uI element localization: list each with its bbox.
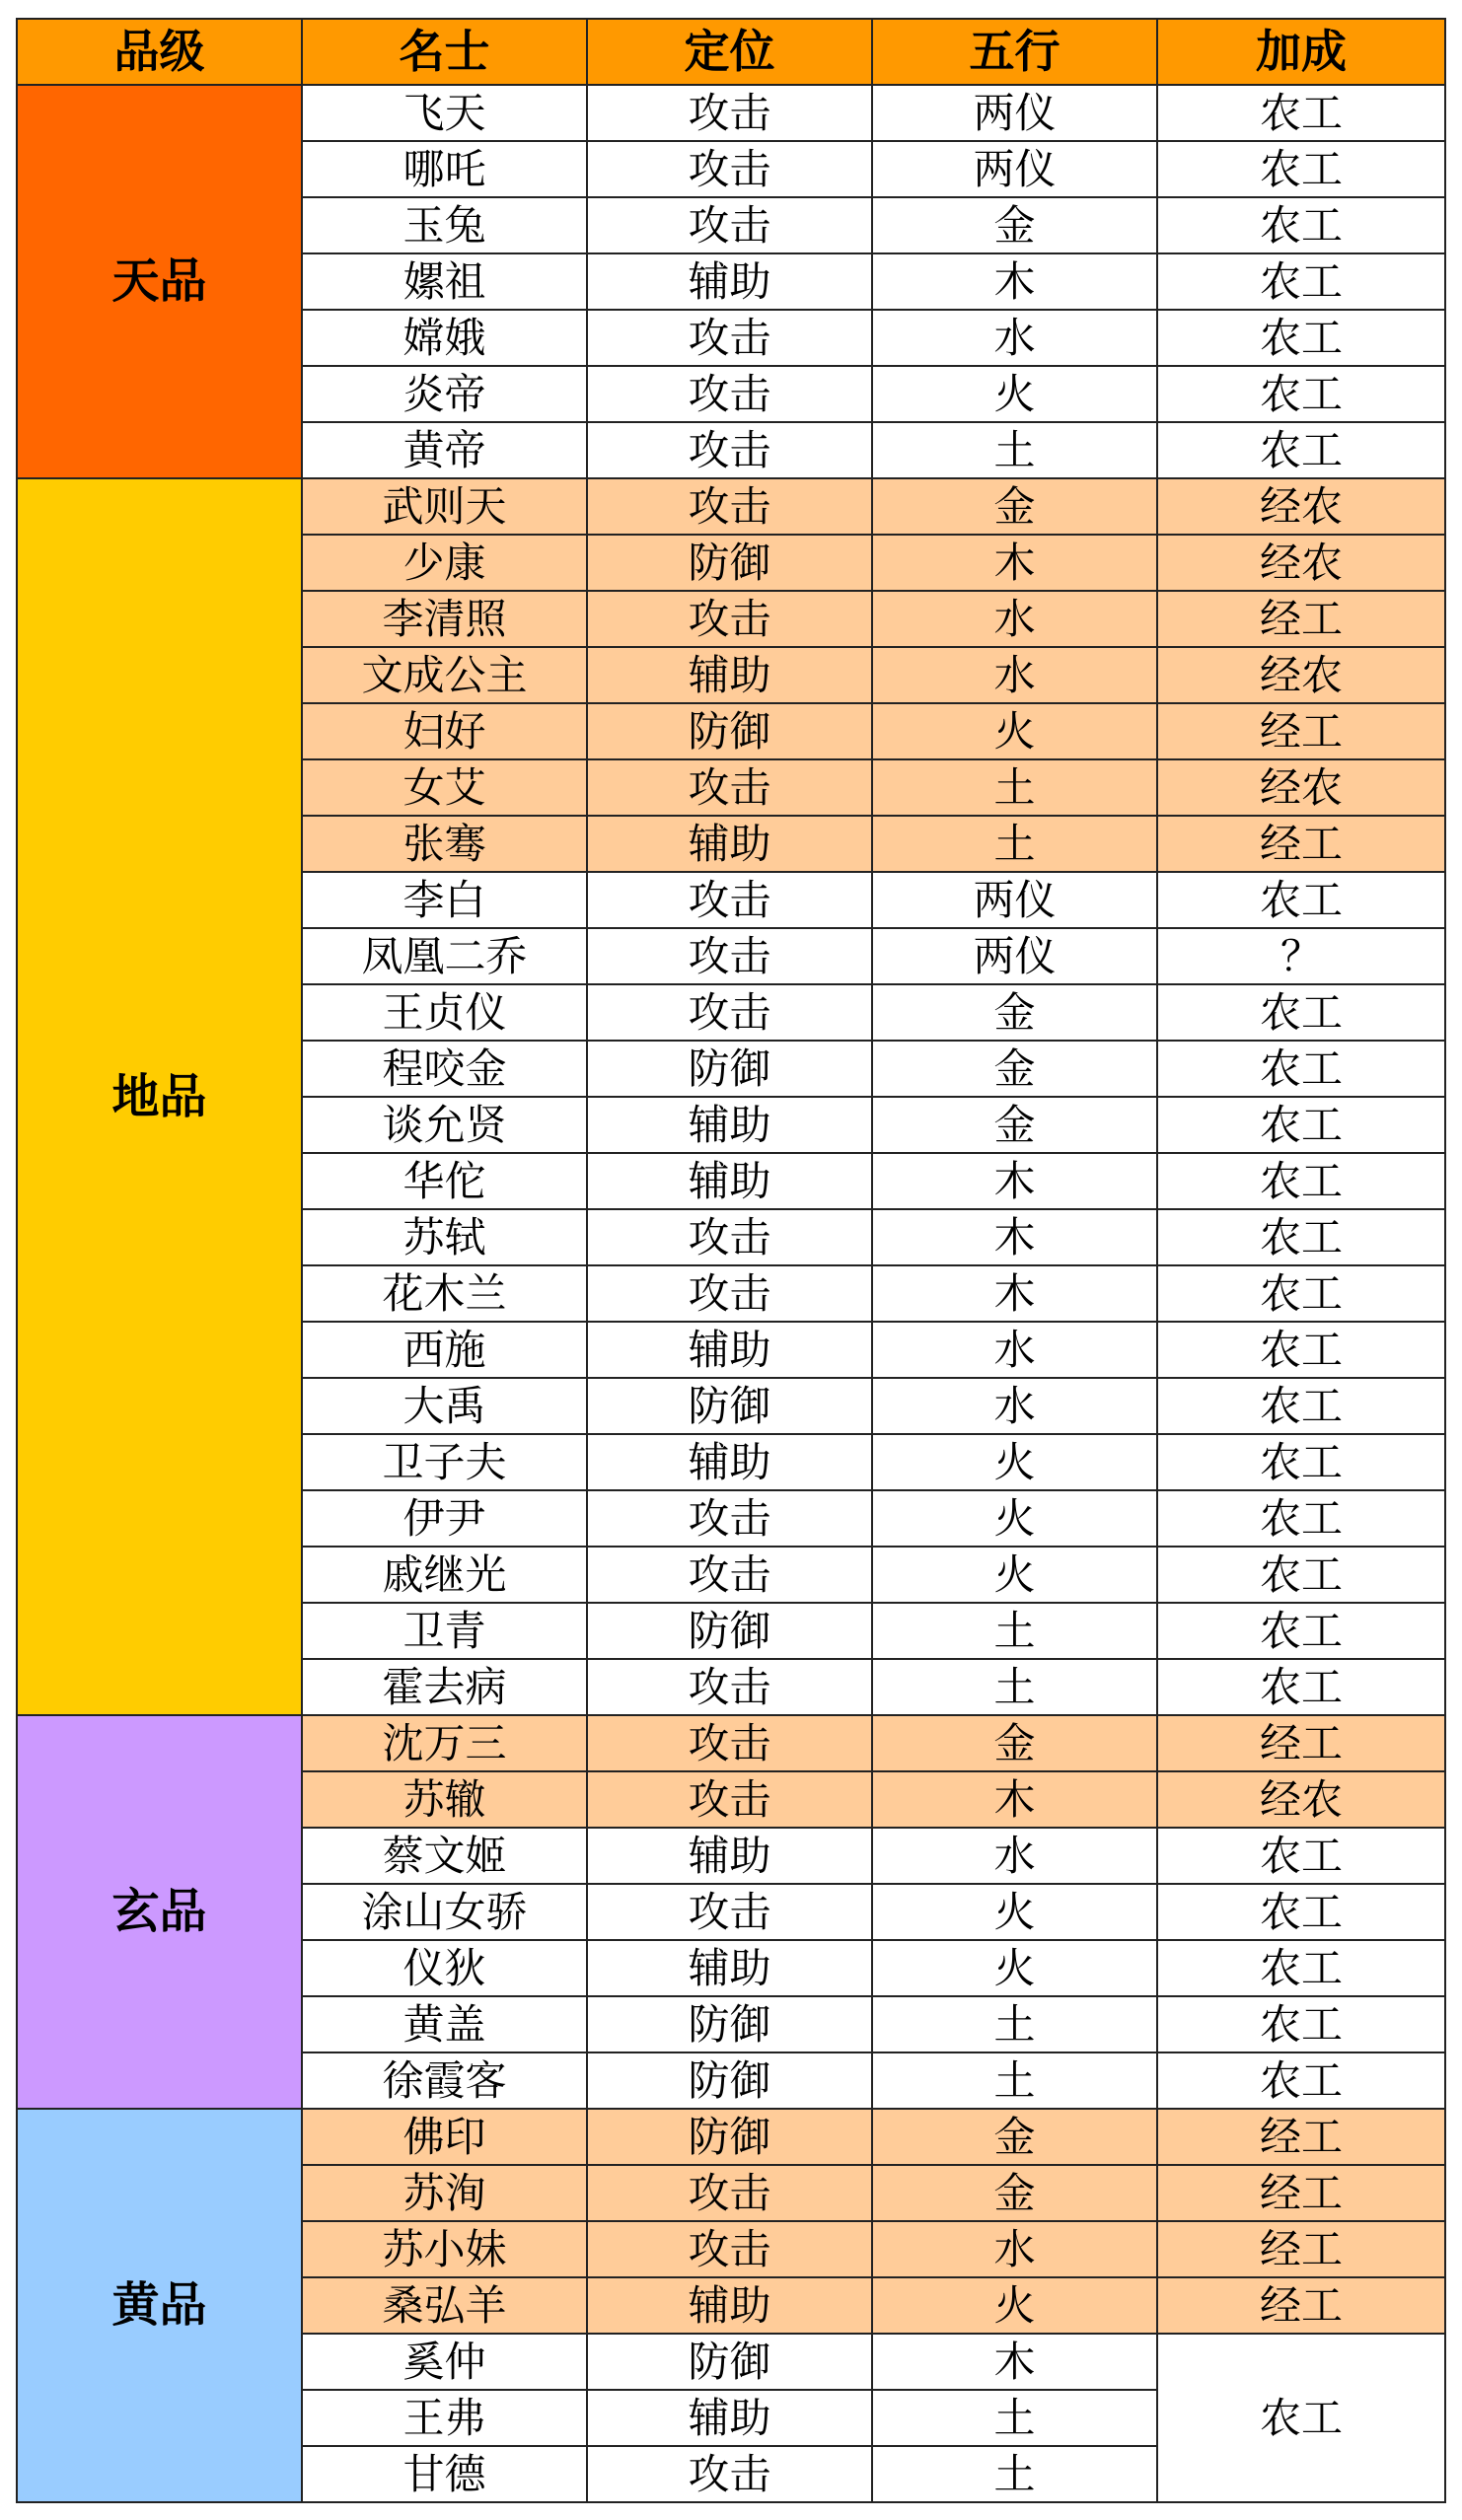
- name-cell: 卫子夫: [302, 1434, 587, 1490]
- table-header: [17, 19, 1445, 85]
- role-cell: 防御: [587, 1996, 872, 2052]
- role-cell: 辅助: [587, 816, 872, 872]
- bonus-cell: 农工: [1157, 1097, 1445, 1153]
- element-cell: 火: [872, 1434, 1157, 1490]
- role-cell: 攻击: [587, 478, 872, 535]
- role-cell: 攻击: [587, 310, 872, 366]
- element-cell: 金: [872, 984, 1157, 1041]
- name-cell: 王弗: [302, 2390, 587, 2446]
- element-cell: 土: [872, 759, 1157, 816]
- role-cell: 攻击: [587, 2221, 872, 2277]
- element-cell: 金: [872, 2109, 1157, 2165]
- name-cell: 华佗: [302, 1153, 587, 1209]
- bonus-cell: 经工: [1157, 703, 1445, 759]
- bonus-cell: 农工: [1157, 1322, 1445, 1378]
- element-cell: 木: [872, 1771, 1157, 1828]
- element-cell: 火: [872, 1490, 1157, 1547]
- role-cell: 攻击: [587, 1884, 872, 1940]
- element-cell: 火: [872, 1940, 1157, 1996]
- element-cell: 金: [872, 1041, 1157, 1097]
- role-cell: 辅助: [587, 1097, 872, 1153]
- element-cell: 木: [872, 1265, 1157, 1322]
- bonus-cell: 经工: [1157, 2221, 1445, 2277]
- bonus-cell: 农工: [1157, 1265, 1445, 1322]
- role-cell: 攻击: [587, 1715, 872, 1771]
- bonus-cell: 农工: [1157, 197, 1445, 253]
- table-row: [17, 85, 1445, 141]
- name-cell: 奚仲: [302, 2334, 587, 2390]
- element-cell: 火: [872, 703, 1157, 759]
- element-cell: 土: [872, 2390, 1157, 2446]
- name-cell: 佛印: [302, 2109, 587, 2165]
- bonus-cell: 经工: [1157, 2165, 1445, 2221]
- bonus-cell: 农工: [1157, 1378, 1445, 1434]
- element-cell: 土: [872, 2446, 1157, 2502]
- name-cell: 程咬金: [302, 1041, 587, 1097]
- name-cell: 戚继光: [302, 1547, 587, 1603]
- element-cell: 火: [872, 2277, 1157, 2334]
- element-cell: 火: [872, 366, 1157, 422]
- table-body: [17, 85, 1445, 2502]
- role-cell: 防御: [587, 535, 872, 591]
- element-cell: 土: [872, 1659, 1157, 1715]
- element-cell: 金: [872, 1715, 1157, 1771]
- name-cell: 张骞: [302, 816, 587, 872]
- role-cell: 攻击: [587, 872, 872, 928]
- header-role: 定位: [587, 19, 872, 85]
- role-cell: 攻击: [587, 1659, 872, 1715]
- element-cell: 木: [872, 253, 1157, 310]
- element-cell: 土: [872, 1996, 1157, 2052]
- name-cell: 仪狄: [302, 1940, 587, 1996]
- bonus-cell: 农工: [1157, 1884, 1445, 1940]
- bonus-cell: 农工: [1157, 1659, 1445, 1715]
- bonus-cell: 经工: [1157, 816, 1445, 872]
- element-cell: 木: [872, 2334, 1157, 2390]
- name-cell: 王贞仪: [302, 984, 587, 1041]
- bonus-cell: 农工: [1157, 1940, 1445, 1996]
- element-cell: 水: [872, 1322, 1157, 1378]
- bonus-cell: 农工: [1157, 422, 1445, 478]
- role-cell: 辅助: [587, 2277, 872, 2334]
- element-cell: 水: [872, 310, 1157, 366]
- bonus-cell: 经工: [1157, 1715, 1445, 1771]
- element-cell: 水: [872, 1378, 1157, 1434]
- bonus-cell: 经农: [1157, 1771, 1445, 1828]
- role-cell: 攻击: [587, 197, 872, 253]
- role-cell: 防御: [587, 2052, 872, 2109]
- element-cell: 木: [872, 1153, 1157, 1209]
- element-cell: 木: [872, 1209, 1157, 1265]
- bonus-cell: 农工: [1157, 1153, 1445, 1209]
- name-cell: 涂山女骄: [302, 1884, 587, 1940]
- name-cell: 飞天: [302, 85, 587, 141]
- role-cell: 辅助: [587, 1434, 872, 1490]
- name-cell: 苏小妹: [302, 2221, 587, 2277]
- element-cell: 金: [872, 1097, 1157, 1153]
- bonus-cell: 农工: [1157, 2052, 1445, 2109]
- role-cell: 防御: [587, 703, 872, 759]
- element-cell: 火: [872, 1884, 1157, 1940]
- header-name: 名士: [302, 19, 587, 85]
- element-cell: 两仪: [872, 141, 1157, 197]
- role-cell: 辅助: [587, 2390, 872, 2446]
- element-cell: 水: [872, 647, 1157, 703]
- name-cell: 徐霞客: [302, 2052, 587, 2109]
- role-cell: 攻击: [587, 1490, 872, 1547]
- name-cell: 蔡文姬: [302, 1828, 587, 1884]
- element-cell: 金: [872, 478, 1157, 535]
- element-cell: 两仪: [872, 872, 1157, 928]
- role-cell: 辅助: [587, 1940, 872, 1996]
- element-cell: 金: [872, 2165, 1157, 2221]
- element-cell: 土: [872, 1603, 1157, 1659]
- role-cell: 攻击: [587, 591, 872, 647]
- name-cell: 大禹: [302, 1378, 587, 1434]
- role-cell: 防御: [587, 1603, 872, 1659]
- role-cell: 辅助: [587, 253, 872, 310]
- role-cell: 攻击: [587, 1209, 872, 1265]
- name-cell: 伊尹: [302, 1490, 587, 1547]
- role-cell: 辅助: [587, 1322, 872, 1378]
- role-cell: 攻击: [587, 422, 872, 478]
- element-cell: 土: [872, 816, 1157, 872]
- role-cell: 攻击: [587, 366, 872, 422]
- bonus-cell: ？: [1157, 928, 1445, 984]
- bonus-cell: 农工: [1157, 1434, 1445, 1490]
- role-cell: 防御: [587, 1041, 872, 1097]
- bonus-cell: 农工: [1157, 1603, 1445, 1659]
- element-cell: 木: [872, 535, 1157, 591]
- element-cell: 火: [872, 1547, 1157, 1603]
- bonus-cell: 农工: [1157, 366, 1445, 422]
- bonus-cell: 农工: [1157, 85, 1445, 141]
- element-cell: 两仪: [872, 928, 1157, 984]
- role-cell: 攻击: [587, 759, 872, 816]
- name-cell: 黄盖: [302, 1996, 587, 2052]
- role-cell: 攻击: [587, 2446, 872, 2502]
- name-cell: 哪吒: [302, 141, 587, 197]
- role-cell: 攻击: [587, 141, 872, 197]
- name-cell: 妇好: [302, 703, 587, 759]
- bonus-cell: 农工: [1157, 2334, 1445, 2502]
- bonus-cell: 经农: [1157, 759, 1445, 816]
- element-cell: 土: [872, 2052, 1157, 2109]
- name-cell: 霍去病: [302, 1659, 587, 1715]
- header-bonus: 加成: [1157, 19, 1445, 85]
- bonus-cell: 农工: [1157, 1547, 1445, 1603]
- element-cell: 土: [872, 422, 1157, 478]
- name-cell: 花木兰: [302, 1265, 587, 1322]
- role-cell: 攻击: [587, 1547, 872, 1603]
- bonus-cell: 经农: [1157, 647, 1445, 703]
- name-cell: 女艾: [302, 759, 587, 816]
- name-cell: 少康: [302, 535, 587, 591]
- name-cell: 苏洵: [302, 2165, 587, 2221]
- grade-cell: 黄品: [17, 2109, 302, 2502]
- name-cell: 卫青: [302, 1603, 587, 1659]
- element-cell: 金: [872, 197, 1157, 253]
- bonus-cell: 农工: [1157, 1996, 1445, 2052]
- roster-table: [16, 18, 1446, 2503]
- role-cell: 辅助: [587, 1828, 872, 1884]
- role-cell: 攻击: [587, 85, 872, 141]
- bonus-cell: 农工: [1157, 1490, 1445, 1547]
- role-cell: 辅助: [587, 1153, 872, 1209]
- name-cell: 玉兔: [302, 197, 587, 253]
- name-cell: 苏轼: [302, 1209, 587, 1265]
- role-cell: 防御: [587, 1378, 872, 1434]
- role-cell: 攻击: [587, 2165, 872, 2221]
- name-cell: 西施: [302, 1322, 587, 1378]
- name-cell: 桑弘羊: [302, 2277, 587, 2334]
- grade-cell: 地品: [17, 478, 302, 1715]
- bonus-cell: 经工: [1157, 2277, 1445, 2334]
- bonus-cell: 农工: [1157, 872, 1445, 928]
- bonus-cell: 经农: [1157, 478, 1445, 535]
- role-cell: 攻击: [587, 1771, 872, 1828]
- element-cell: 水: [872, 2221, 1157, 2277]
- name-cell: 凤凰二乔: [302, 928, 587, 984]
- name-cell: 甘德: [302, 2446, 587, 2502]
- name-cell: 黄帝: [302, 422, 587, 478]
- table-row: [17, 478, 1445, 535]
- header-row: [17, 19, 1445, 85]
- bonus-cell: 农工: [1157, 141, 1445, 197]
- role-cell: 防御: [587, 2109, 872, 2165]
- grade-cell: 天品: [17, 85, 302, 478]
- bonus-cell: 农工: [1157, 1041, 1445, 1097]
- header-element: 五行: [872, 19, 1157, 85]
- bonus-cell: 经农: [1157, 535, 1445, 591]
- bonus-cell: 农工: [1157, 310, 1445, 366]
- header-grade: 品级: [17, 19, 302, 85]
- bonus-cell: 经工: [1157, 591, 1445, 647]
- role-cell: 防御: [587, 2334, 872, 2390]
- name-cell: 李白: [302, 872, 587, 928]
- role-cell: 辅助: [587, 647, 872, 703]
- role-cell: 攻击: [587, 984, 872, 1041]
- name-cell: 嫘祖: [302, 253, 587, 310]
- name-cell: 沈万三: [302, 1715, 587, 1771]
- role-cell: 攻击: [587, 928, 872, 984]
- name-cell: 李清照: [302, 591, 587, 647]
- table-row: [17, 2109, 1445, 2165]
- name-cell: 炎帝: [302, 366, 587, 422]
- table-row: [17, 1715, 1445, 1771]
- bonus-cell: 农工: [1157, 1828, 1445, 1884]
- bonus-cell: 农工: [1157, 253, 1445, 310]
- name-cell: 苏辙: [302, 1771, 587, 1828]
- bonus-cell: 经工: [1157, 2109, 1445, 2165]
- element-cell: 水: [872, 1828, 1157, 1884]
- name-cell: 谈允贤: [302, 1097, 587, 1153]
- bonus-cell: 农工: [1157, 1209, 1445, 1265]
- element-cell: 两仪: [872, 85, 1157, 141]
- name-cell: 文成公主: [302, 647, 587, 703]
- bonus-cell: 农工: [1157, 984, 1445, 1041]
- name-cell: 嫦娥: [302, 310, 587, 366]
- grade-cell: 玄品: [17, 1715, 302, 2109]
- element-cell: 水: [872, 591, 1157, 647]
- name-cell: 武则天: [302, 478, 587, 535]
- role-cell: 攻击: [587, 1265, 872, 1322]
